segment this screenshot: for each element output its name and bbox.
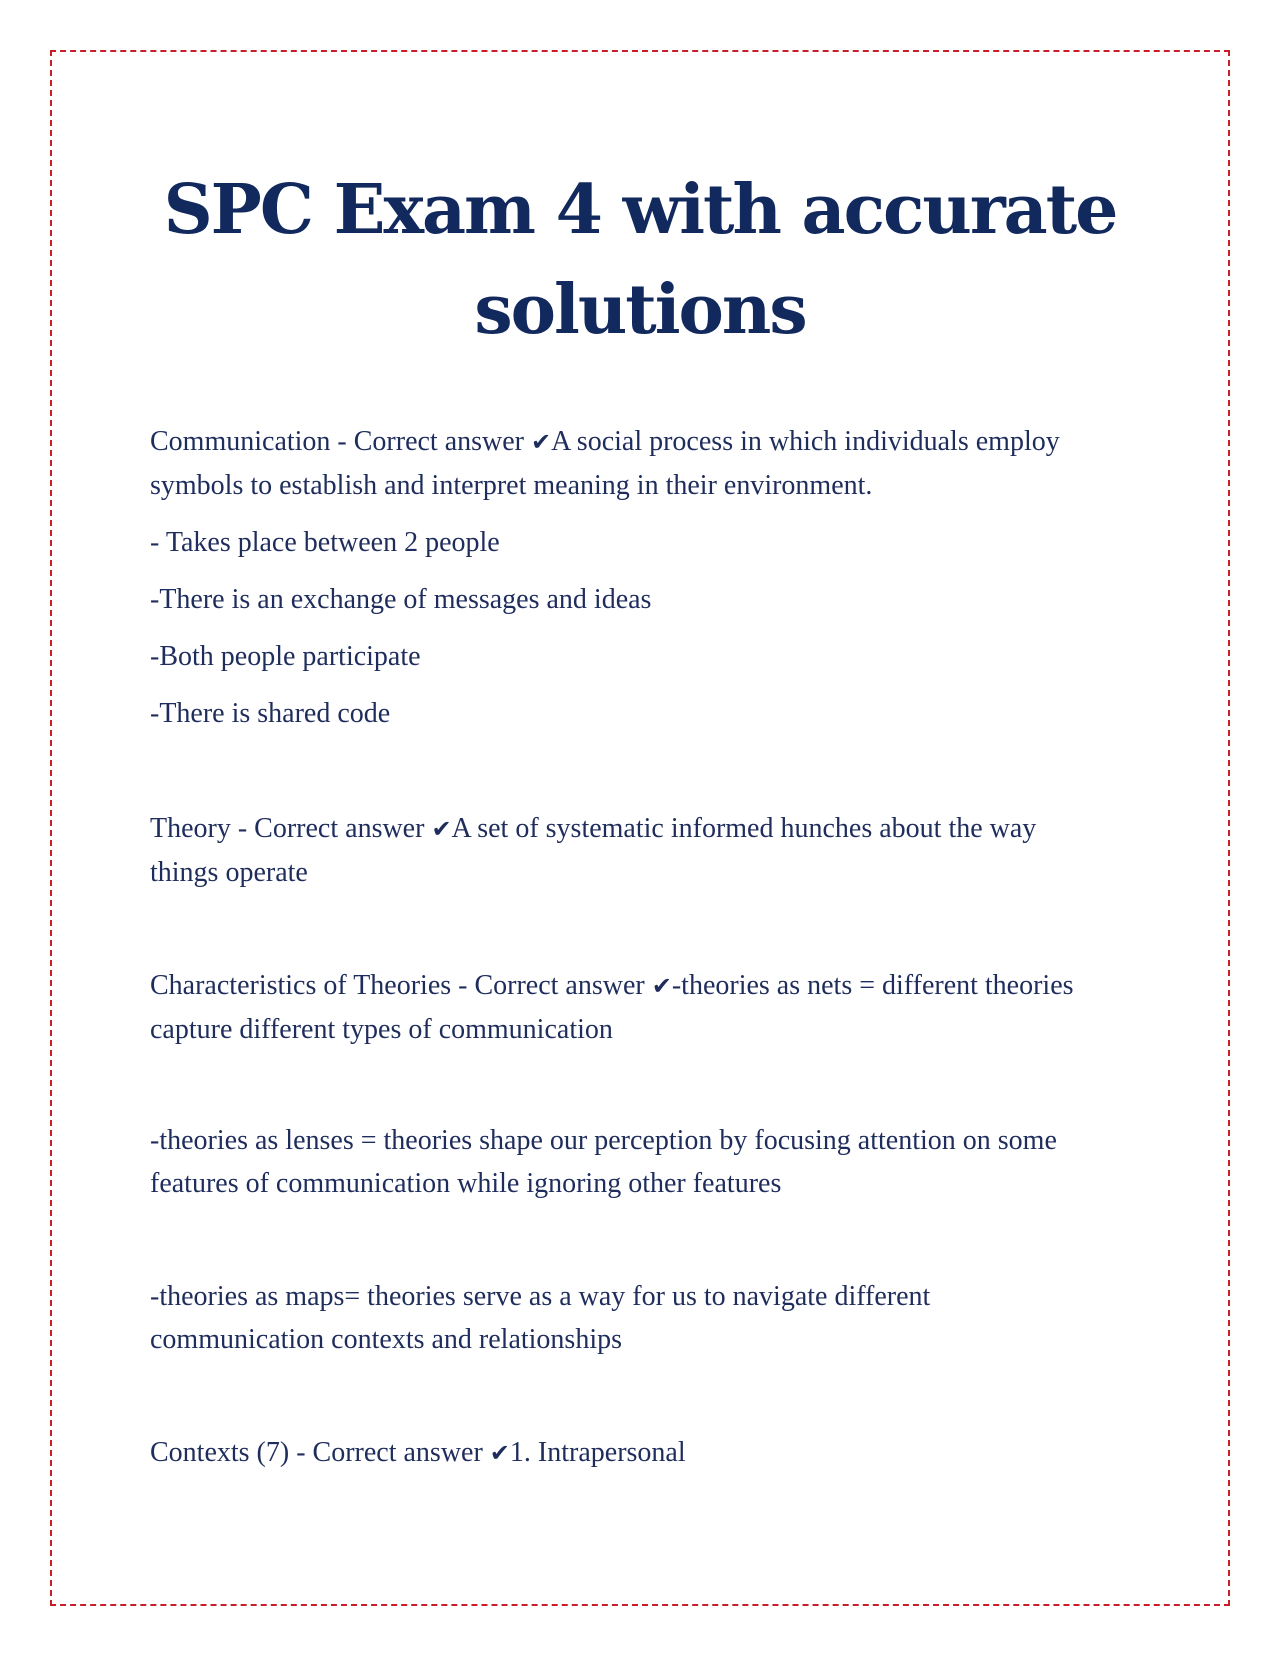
answer-theory: A set of systematic informed hunches about the way things operate: [150, 813, 1037, 888]
term-characteristics: Characteristics of Theories - Correct answer: [150, 970, 652, 1001]
answer-contexts: 1. Intrapersonal: [509, 1437, 686, 1468]
answer-characteristics: -theories as nets = different theories capture different types of communication: [150, 970, 1074, 1045]
item-lenses: -theories as lenses = theories shape our perception by focusing attention on some features of communication while ignoring other features: [150, 1125, 1057, 1199]
qa-communication: [150, 420, 1110, 507]
answer-communication: A social process in which individuals employ symbols to establish and interpret meaning in their environment.: [150, 426, 1060, 501]
check-icon: ✔: [431, 815, 452, 843]
item-maps: -theories as maps= theories serve as a way for us to navigate different communication contexts and relationships: [150, 1281, 931, 1355]
bullet-3: -Both people participate: [150, 641, 421, 672]
check-icon: ✔: [651, 972, 672, 1000]
bullet-4: -There is shared code: [150, 698, 391, 729]
title-line-2: solutions: [474, 270, 806, 350]
check-icon: ✔: [531, 428, 552, 456]
bullet-2: -There is an exchange of messages and ideas: [150, 584, 652, 615]
term-communication: Communication - Correct answer: [150, 426, 532, 457]
check-icon: ✔: [489, 1439, 510, 1467]
qa-contexts: [150, 1431, 1110, 1475]
document-body: [150, 420, 1110, 1475]
title-line-1: SPC Exam 4 with accurate: [163, 170, 1117, 250]
term-theory: Theory - Correct answer: [150, 813, 432, 844]
qa-characteristics: [150, 964, 1110, 1051]
qa-theory: [150, 807, 1110, 894]
document-title: [150, 160, 1130, 360]
bullet-1: - Takes place between 2 people: [150, 527, 500, 558]
term-contexts: Contexts (7) - Correct answer: [150, 1437, 490, 1468]
